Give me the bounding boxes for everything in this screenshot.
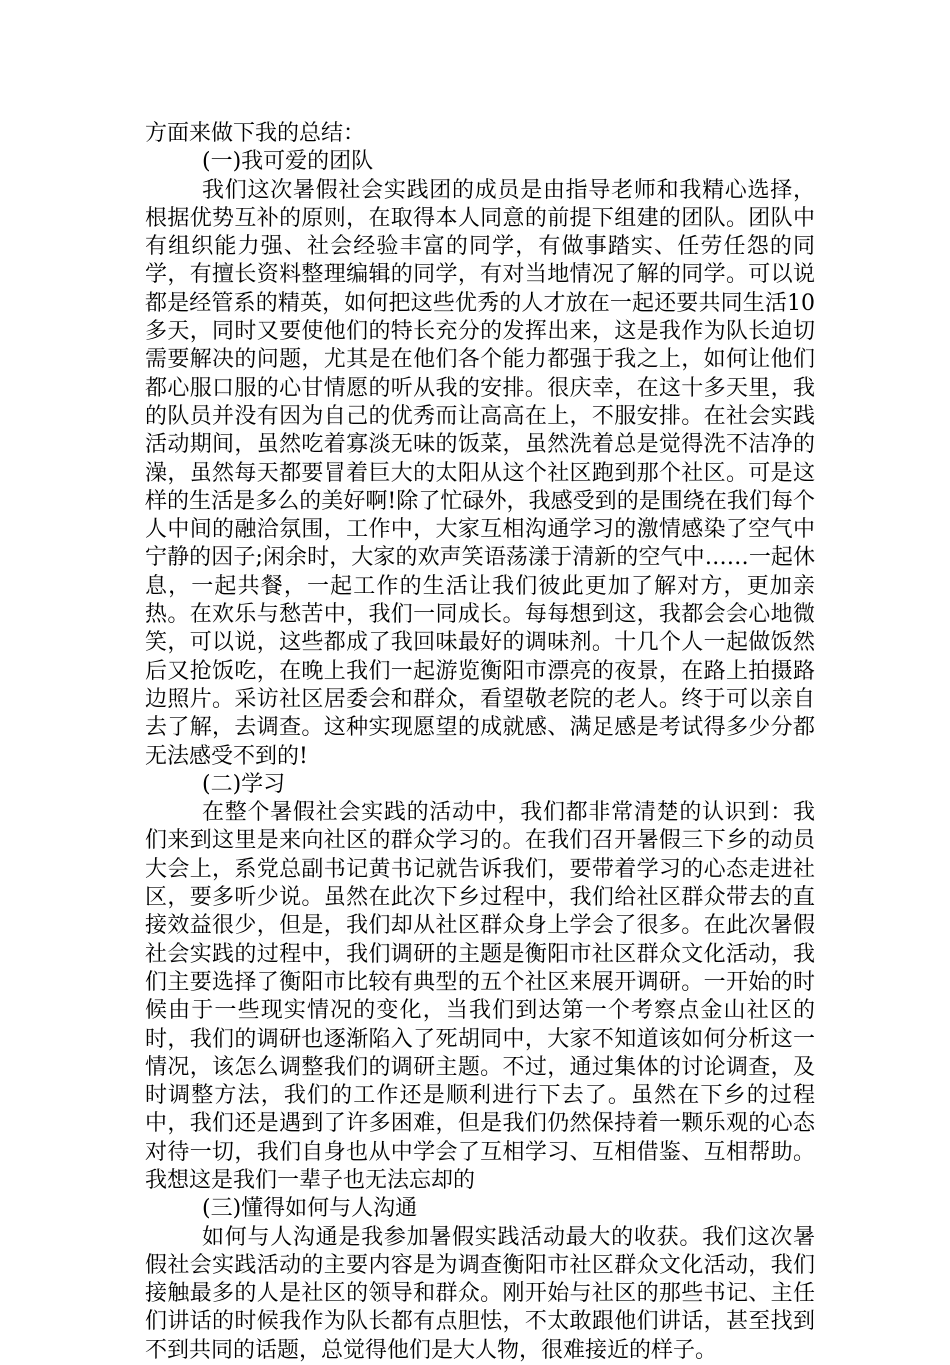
paragraph-communication: 如何与人沟通是我参加暑假实践活动最大的收获。我们这次暑假社会实践活动的主要内容是为调查衡阳市社区群众文化活动，我们接触最多的人是社区的领导和群众。刚开始与社区的那些书记、主任们讲话的时候我作为队长都有点胆怯，不太敢跟他们讲话，甚至找到不到共同的话题，总觉得他们是大人物，很难接近的样子。 (145, 1224, 815, 1363)
document-body (145, 120, 815, 1365)
section-heading-communication: (三)懂得如何与人沟通 (202, 1196, 418, 1222)
paragraph-learning: 在整个暑假社会实践的活动中，我们都非常清楚的认识到：我们来到这里是来向社区的群众学习的。在我们召开暑假三下乡的动员大会上，系党总副书记黄书记就告诉我们，要带着学习的心态走进社区，要多听少说。虽然在此次下乡过程中，我们给社区群众带去的直接效益很少，但是，我们却从社区群众身上学会了很多。在此次暑假社会实践的过程中，我们调研的主题是衡阳市社区群众文化活动，我们主要选择了衡阳市比较有典型的五个社区来展开调研。一开始的时候由于一些现实情况的变化，当我们到达第一个考察点金山社区的时，我们的调研也逐渐陷入了死胡同中，大家不知道该如何分析这一情况，该怎么调整我们的调研主题。不过，通过集体的讨论调查，及时调整方法，我们的工作还是顺利进行下去了。虽然在下乡的过程中，我们还是遇到了许多困难，但是我们仍然保持着一颗乐观的心态对待一切，我们自身也从中学会了互相学习、互相借鉴、互相帮助。我想这是我们一辈子也无法忘却的 (145, 800, 815, 1193)
section-heading-learning: (二)学习 (202, 771, 286, 797)
intro-paragraph: 方面来做下我的总结： (145, 121, 366, 146)
paragraph-team: 我们这次暑假社会实践团的成员是由指导老师和我精心选择，根据优势互补的原则，在取得本人同意的前提下组建的团队。团队中有组织能力强、社会经验丰富的同学，有做事踏实、任劳任怨的同学，有擅长资料整理编辑的同学，有对当地情况了解的同学。可以说都是经管系的精英，如何把这些优秀的人才放在一起还要共同生活10多天，同时又要使他们的特长充分的发挥出来，这是我作为队长迫切需要解决的问题，尤其是在他们各个能力都强于我之上，如何让他们都心服口服的心甘情愿的听从我的安排。很庆幸，在这十多天里，我的队员并没有因为自己的优秀而让高高在上，不服安排。在社会实践活动期间，虽然吃着寡淡无味的饭菜，虽然洗着总是觉得洗不洁净的澡，虽然每天都要冒着巨大的太阳从这个社区跑到那个社区。可是这样的生活是多么的美好啊!除了忙碌外，我感受到的是围绕在我们每个人中间的融洽氛围，工作中，大家互相沟通学习的激情感染了空气中宁静的因子;闲余时，大家的欢声笑语荡漾于清新的空气中……一起休息，一起共餐，一起工作的生活让我们彼此更加了解对方，更加亲热。在欢乐与愁苦中，我们一同成长。每每想到这，我都会会心地微笑，可以说，这些都成了我回味最好的调味剂。十几个人一起做饭然后又抢饭吃，在晚上我们一起游览衡阳市漂亮的夜景，在路上拍摄路边照片。采访社区居委会和群众，看望敬老院的老人。终于可以亲自去了解，去调查。这种实现愿望的成就感、满足感是考试得多少分都无法感受不到的! (145, 177, 815, 769)
section-heading-team: (一)我可爱的团队 (202, 149, 374, 175)
